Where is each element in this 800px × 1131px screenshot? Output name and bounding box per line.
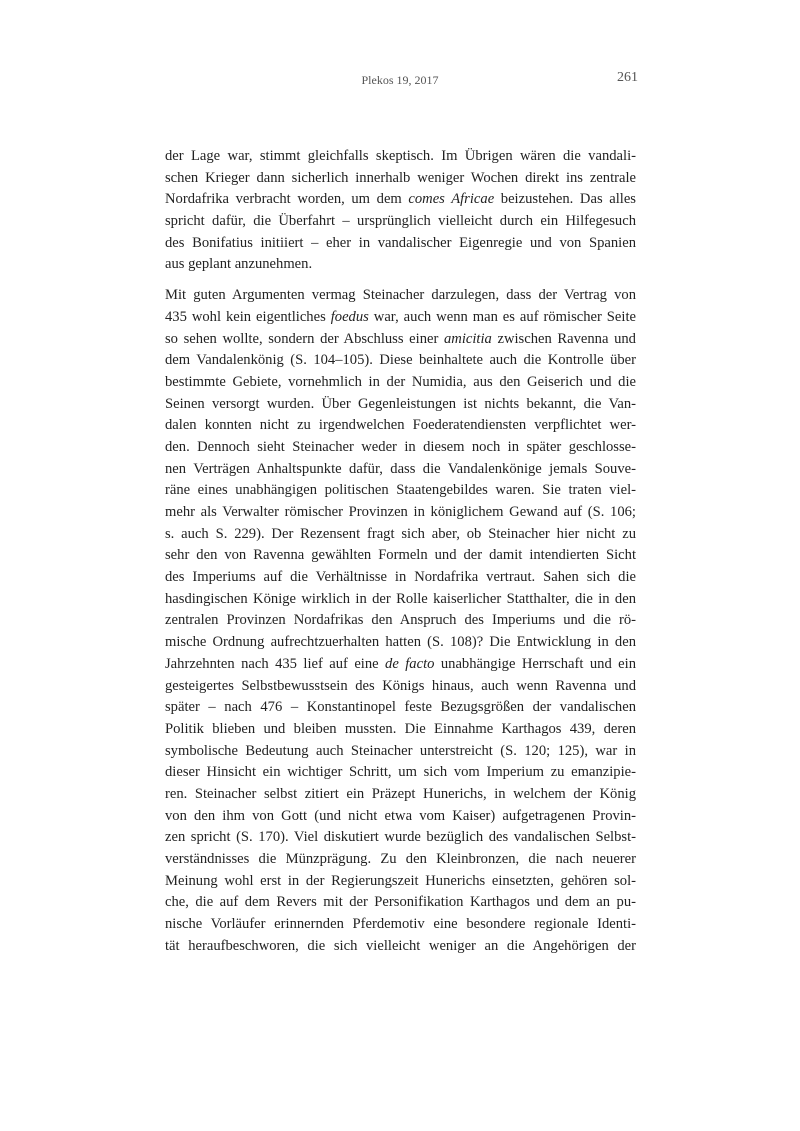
italic-term: amicitia: [443, 330, 492, 347]
text-run: dieser Hinsicht ein wichtiger Schritt, um sich vom Imperium zu emanzipie-: [165, 764, 636, 781]
text-line: [165, 146, 636, 168]
text-line: [165, 936, 636, 958]
text-run: Meinung wohl erst in der Regierungszeit Hunerichs einsetzten, gehören sol-: [165, 872, 636, 889]
text-run: war, auch wenn man es auf römischer Seite: [368, 308, 636, 325]
text-run: Mit guten Argumenten vermag Steinacher darzulegen, dass der Vertrag von: [165, 287, 636, 304]
running-header: [0, 70, 800, 90]
text-run: bestimmte Gebiete, vornehmlich in der Numidia, aus den Geiserich und die: [165, 373, 636, 390]
text-run: aus geplant anzunehmen.: [165, 256, 313, 273]
text-run: dalen konnten nicht zu irgendwelchen Foederatendiensten verpflichtet wer-: [165, 417, 636, 434]
text-run: Nordafrika verbracht worden, um dem: [165, 191, 409, 208]
text-run: hasdingischen Könige wirklich in der Rolle kaiserlicher Statthalter, die in den: [165, 590, 636, 607]
italic-term: foedus: [330, 308, 369, 325]
text-line: [165, 394, 636, 416]
paragraph: [165, 146, 636, 276]
text-run: zen spricht (S. 170). Viel diskutiert wurde bezüglich des vandalischen Selbst-: [165, 829, 636, 846]
text-line: [165, 892, 636, 914]
text-line: [165, 285, 636, 307]
text-line: [165, 806, 636, 828]
text-run: beizustehen. Das alles: [494, 191, 636, 208]
text-run: Jahrzehnten nach 435 lief auf eine: [165, 655, 386, 672]
text-line: [165, 741, 636, 763]
text-line: [165, 524, 636, 546]
text-run: s. auch S. 229). Der Rezensent fragt sich aber, ob Steinacher hier nicht zu: [165, 525, 636, 542]
paragraph: [165, 285, 636, 957]
text-run: sehr den von Ravenna gewählten Formeln und der damit intendierten Sicht: [165, 547, 636, 564]
text-run: tät heraufbeschworen, die sich vielleicht weniger an die Angehörigen der: [165, 937, 636, 954]
text-run: spricht dafür, die Überfahrt – ursprünglich vielleicht durch ein Hilfegesuch: [165, 213, 636, 230]
text-line: [165, 719, 636, 741]
text-line: [165, 871, 636, 893]
text-run: unabhängige Herrschaft und ein: [434, 655, 636, 672]
text-run: Seinen versorgt wurden. Über Gegenleistungen ist nichts bekannt, die Van-: [165, 395, 636, 412]
text-run: 435 wohl kein eigentliches: [165, 308, 331, 325]
text-run: dem Vandalenkönig (S. 104–105). Diese beinhaltete auch die Kontrolle über: [165, 352, 636, 369]
text-run: des Imperiums auf die Verhältnisse in Nordafrika vertraut. Sahen sich die: [165, 569, 636, 586]
text-line: [165, 372, 636, 394]
italic-term: de facto: [385, 655, 435, 672]
text-line: [165, 545, 636, 567]
text-line: [165, 762, 636, 784]
text-line: [165, 211, 636, 233]
text-line: [165, 632, 636, 654]
text-run: so sehen wollte, sondern der Abschluss einer: [165, 330, 444, 347]
text-line: [165, 307, 636, 329]
text-run: des Bonifatius initiiert – eher in vandalischer Eigenregie und von Spanien: [165, 234, 636, 251]
text-run: che, die auf dem Revers mit der Personifikation Karthagos und dem an pu-: [165, 894, 636, 911]
text-run: gesteigertes Selbstbewusstsein des Königs hinaus, auch wenn Ravenna und: [165, 677, 636, 694]
text-line: [165, 567, 636, 589]
body-text: [165, 146, 636, 957]
text-line: [165, 589, 636, 611]
text-line: [165, 827, 636, 849]
text-line: [165, 480, 636, 502]
text-line: [165, 254, 636, 276]
text-line: [165, 849, 636, 871]
text-line: [165, 676, 636, 698]
journal-title: Plekos 19, 2017: [361, 73, 439, 87]
text-line: [165, 502, 636, 524]
text-line: [165, 168, 636, 190]
text-line: [165, 459, 636, 481]
text-run: nische Vorläufer erinnernden Pferdemotiv eine besondere regionale Identi-: [165, 916, 636, 933]
text-run: zentralen Provinzen Nordafrikas den Anspruch des Imperiums und die rö-: [165, 612, 636, 629]
text-line: [165, 437, 636, 459]
paragraph-gap: [165, 276, 636, 285]
text-run: symbolische Bedeutung auch Steinacher unterstreicht (S. 120; 125), war in: [165, 742, 636, 759]
text-line: [165, 189, 636, 211]
text-run: verständnisses die Münzprägung. Zu den Kleinbronzen, die nach neuerer: [165, 851, 636, 867]
text-run: mische Ordnung aufrechtzuerhalten hatten (S. 108)? Die Entwicklung in den: [165, 634, 636, 651]
text-line: [165, 350, 636, 372]
page-number: 261: [617, 70, 638, 85]
text-line: [165, 233, 636, 255]
text-run: später – nach 476 – Konstantinopel feste Bezugsgrößen der vandalischen: [165, 699, 636, 716]
text-line: [165, 415, 636, 437]
text-run: Politik blieben und bleiben mussten. Die Einnahme Karthagos 439, deren: [165, 720, 636, 737]
text-run: räne eines unabhängigen politischen Staatengebildes waren. Sie traten viel-: [165, 482, 636, 499]
text-run: nen Verträgen Anhaltspunkte dafür, dass die Vandalenkönige jemals Souve-: [165, 460, 636, 477]
text-line: [165, 654, 636, 676]
text-run: ren. Steinacher selbst zitiert ein Präzept Hunerichs, in welchem der König: [165, 785, 636, 802]
text-run: der Lage war, stimmt gleichfalls skeptisch. Im Übrigen wären die vandali-: [165, 148, 636, 164]
text-run: zwischen Ravenna und: [491, 330, 636, 347]
text-line: [165, 697, 636, 719]
text-run: den. Dennoch sieht Steinacher weder in diesem noch in später geschlosse-: [165, 438, 636, 455]
text-line: [165, 914, 636, 936]
text-run: von den ihm von Gott (und nicht etwa vom Kaiser) aufgetragenen Provin-: [165, 807, 636, 824]
text-run: schen Krieger dann sicherlich innerhalb weniger Wochen direkt ins zentrale: [165, 169, 636, 186]
text-line: [165, 610, 636, 632]
italic-term: comes Africae: [408, 191, 495, 208]
text-line: [165, 784, 636, 806]
text-line: [165, 329, 636, 351]
text-run: mehr als Verwalter römischer Provinzen in königlichem Gewand auf (S. 106;: [165, 504, 636, 520]
